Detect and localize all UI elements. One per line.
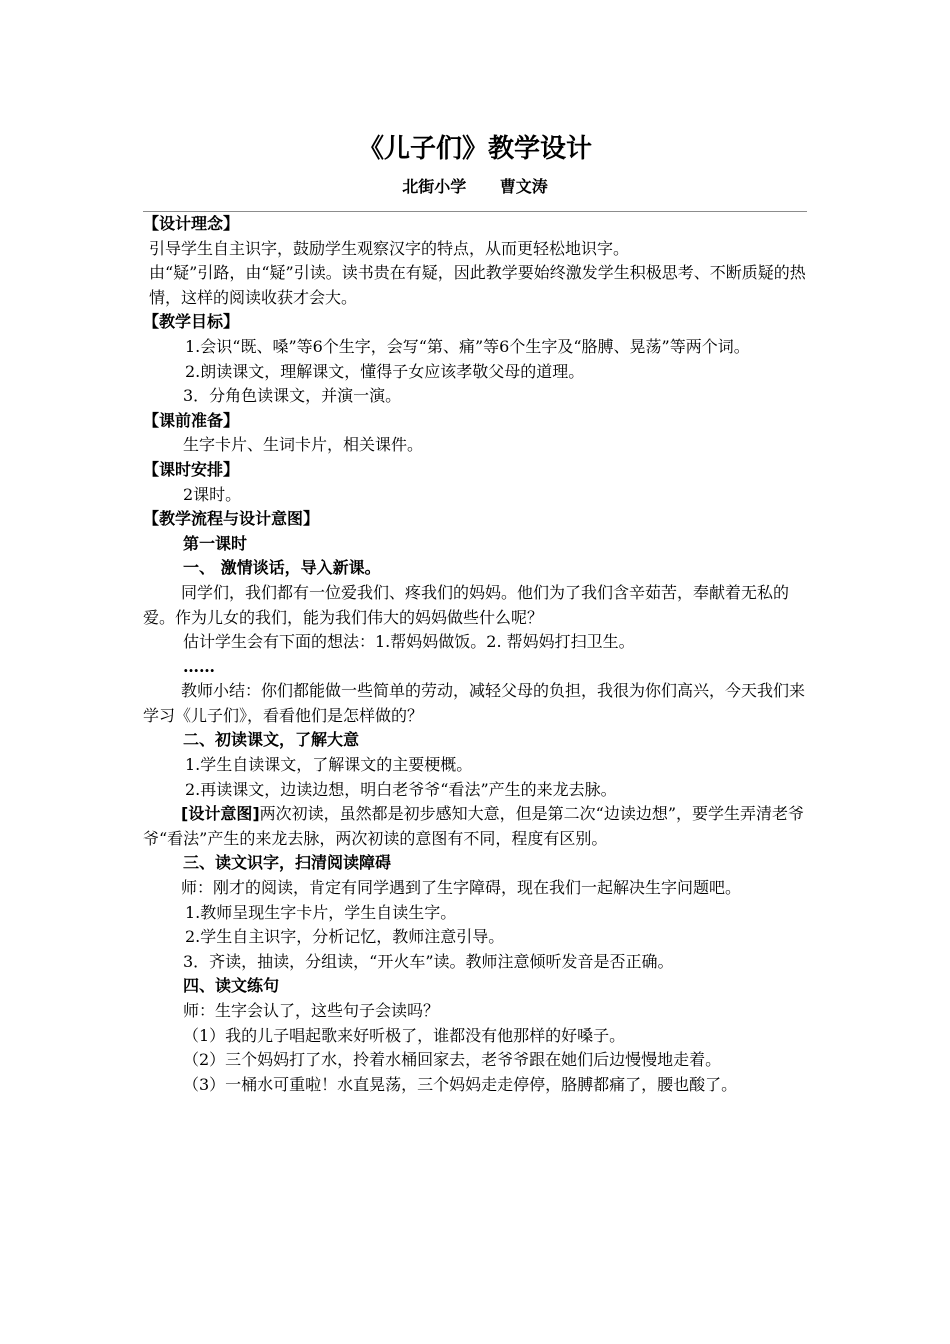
document-body	[143, 212, 809, 1097]
step-2-paragraph-1: 1.学生自读课文，了解课文的主要梗概。	[185, 755, 473, 775]
step-1-paragraph-1: 同学们，我们都有一位爱我们、疼我们的妈妈。他们为了我们含辛茹苦，奉献着无私的爱。作为儿女的我们，能为我们伟大的妈妈做些什么呢？	[143, 582, 790, 627]
lesson-1-title: 第一课时	[183, 533, 248, 553]
document-title: 《儿子们》教学设计	[357, 134, 592, 164]
step-4-paragraph-1: 师：生字会认了，这些句子会读吗？	[183, 1001, 440, 1020]
step-1-paragraph-3: 教师小结：你们都能做一些简单的劳动，减轻父母的负担，我很为你们高兴，今天我们来学习《儿子们》，看看他们是怎样做的？	[143, 681, 806, 725]
step-3-paragraph-1: 师：刚才的阅读，肯定有同学遇到了生字障碍，现在我们一起解决生字问题吧。	[181, 878, 742, 898]
step-4-sentence-3: （3）一桶水可重啦！水直晃荡，三个妈妈走走停停，胳膊都痛了，腰也酸了。	[183, 1074, 738, 1094]
step-1-ellipsis: ……	[183, 656, 215, 676]
step-3-paragraph-3: 2.学生自主识字，分析记忆，教师注意引导。	[185, 927, 505, 947]
step-1-paragraph-2: 估计学生会有下面的想法：1.帮妈妈做饭。2. 帮妈妈打扫卫生。	[183, 632, 635, 652]
heading-prep: 【课前准备】	[143, 410, 240, 430]
step-4-title: 四、读文练句	[183, 976, 280, 996]
goal-1: 1.会识“既、嗓”等6个生字，会写“第、痛”等6个生字及“胳膊、晃荡”等两个词。	[185, 336, 750, 356]
step-4-sentence-1: （1）我的儿子唱起歌来好听极了，谁都没有他那样的好嗓子。	[183, 1025, 626, 1045]
prep-text: 生字卡片、生词卡片，相关课件。	[183, 435, 424, 455]
author-line: 北街小学 曹文涛	[402, 177, 548, 196]
concept-paragraph-2: 由“疑”引路，由“疑”引读。读书贵在有疑，因此教学要始终激发学生积极思考、不断质疑的热情，这样的阅读收获才会大。	[149, 263, 806, 307]
heading-flow: 【教学流程与设计意图】	[143, 509, 320, 529]
design-intent-label: [设计意图]	[181, 804, 260, 824]
goal-3: 3．分角色读课文，并演一演。	[183, 386, 402, 406]
design-intent-note	[143, 802, 809, 851]
design-intent-text: 两次初读，虽然都是初步感知大意，但是第二次“边读边想”，要学生弄清老爷爷“看法”产生的来龙去脉，两次初读的意图有不同，程度有区别。	[143, 804, 805, 848]
step-4-sentence-2: （2）三个妈妈打了水，拎着水桶回家去，老爷爷跟在她们后边慢慢地走着。	[183, 1050, 722, 1070]
step-3-paragraph-4: 3．齐读，抽读，分组读，“开火车”读。教师注意倾听发音是否正确。	[183, 951, 674, 971]
heading-goals: 【教学目标】	[143, 312, 240, 332]
step-2-paragraph-2: 2.再读课文，边读边想，明白老爷爷“看法”产生的来龙去脉。	[185, 779, 617, 799]
step-1-title: 一、 激情谈话，导入新课。	[183, 558, 381, 578]
step-2-title: 二、初读课文，了解大意	[183, 730, 360, 750]
step-3-title: 三、读文识字，扫清阅读障碍	[183, 853, 392, 873]
heading-schedule: 【课时安排】	[143, 459, 240, 479]
step-3-paragraph-2: 1.教师呈现生字卡片，学生自读生字。	[185, 902, 457, 922]
goal-2: 2.朗读课文，理解课文，懂得子女应该孝敬父母的道理。	[185, 361, 585, 381]
schedule-text: 2课时。	[183, 484, 242, 504]
heading-concept: 【设计理念】	[143, 214, 240, 233]
concept-paragraph-1: 引导学生自主识字，鼓励学生观察汉字的特点，从而更轻松地识字。	[149, 238, 630, 258]
